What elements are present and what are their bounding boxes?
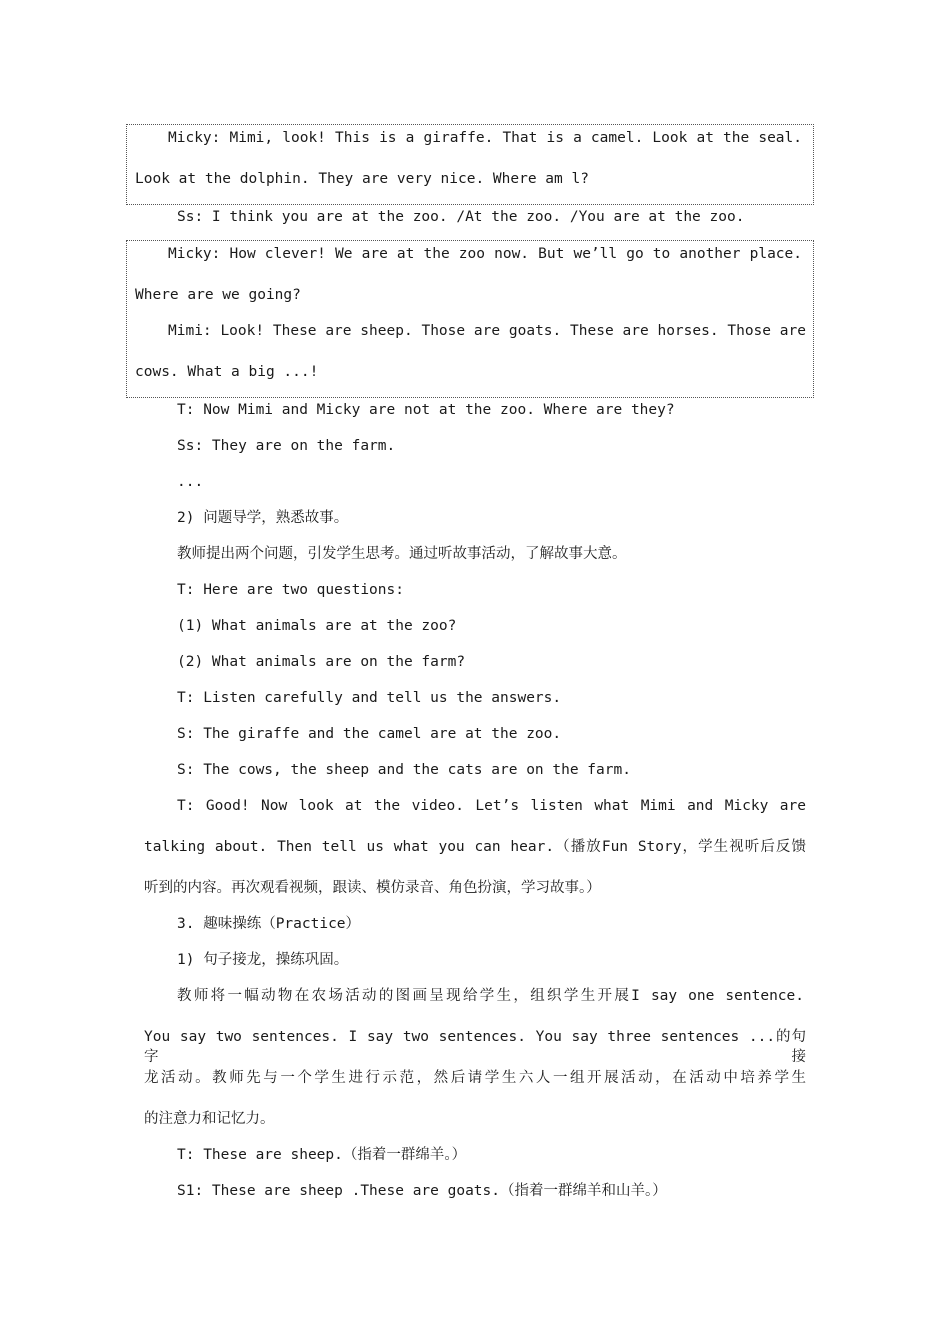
student-reply: S1: These are sheep .These are goats.（指着一群绵羊和山羊。） (177, 1183, 667, 1199)
student-reply: S: The giraffe and the camel are at the zoo. (177, 726, 562, 742)
dialogue-line: Mimi: Look! These are sheep. Those are goats. These are horses. Those are (168, 323, 806, 339)
teacher-line: T: These are sheep.（指着一群绵羊。） (177, 1147, 467, 1163)
step-heading: 2) 问题导学，熟悉故事。 (177, 510, 349, 526)
dialogue-line: cows. What a big ...! (135, 364, 319, 380)
student-reply: S: The cows, the sheep and the cats are on the farm. (177, 762, 631, 778)
step-heading: 1) 句子接龙，操练巩固。 (177, 952, 349, 968)
paragraph-line: 教师将一幅动物在农场活动的图画呈现给学生，组织学生开展I say one sentence. (177, 988, 804, 1004)
teacher-line: T: Good! Now look at the video. Let’s listen what Mimi and Micky are (177, 798, 806, 814)
section-heading: 3. 趣味操练（Practice） (177, 916, 361, 932)
paragraph-line: 龙活动。教师先与一个学生进行示范，然后请学生六人一组开展活动，在活动中培养学生 (144, 1070, 806, 1086)
student-reply: Ss: They are on the farm. (177, 438, 396, 454)
teacher-line: T: Here are two questions: (177, 582, 404, 598)
ellipsis: ... (177, 474, 204, 490)
student-reply: Ss: I think you are at the zoo. /At the zoo. /You are at the zoo. (177, 209, 745, 225)
step-description: 教师提出两个问题，引发学生思考。通过听故事活动，了解故事大意。 (177, 546, 627, 562)
teacher-line: T: Listen carefully and tell us the answers. (177, 690, 562, 706)
question-item: (2) What animals are on the farm? (177, 654, 466, 670)
teacher-line: 听到的内容。再次观看视频，跟读、模仿录音、角色扮演，学习故事。） (144, 880, 601, 896)
question-item: (1) What animals are at the zoo? (177, 618, 457, 634)
dialogue-line: Where are we going? (135, 287, 301, 303)
teacher-line: talking about. Then tell us what you can hear.（播放Fun Story，学生视听后反馈 (144, 839, 806, 855)
dialogue-line: Micky: Mimi, look! This is a giraffe. That is a camel. Look at the seal. (168, 130, 802, 146)
dialogue-line: Look at the dolphin. They are very nice. Where am l? (135, 171, 589, 187)
teacher-line: T: Now Mimi and Micky are not at the zoo. Where are they? (177, 402, 675, 418)
paragraph-line: 的注意力和记忆力。 (144, 1111, 275, 1127)
dialogue-line: Micky: How clever! We are at the zoo now. But we’ll go to another place. (168, 246, 802, 262)
paragraph-line: You say two sentences. I say two sentences. You say three sentences ...的句字接 (144, 1029, 806, 1065)
